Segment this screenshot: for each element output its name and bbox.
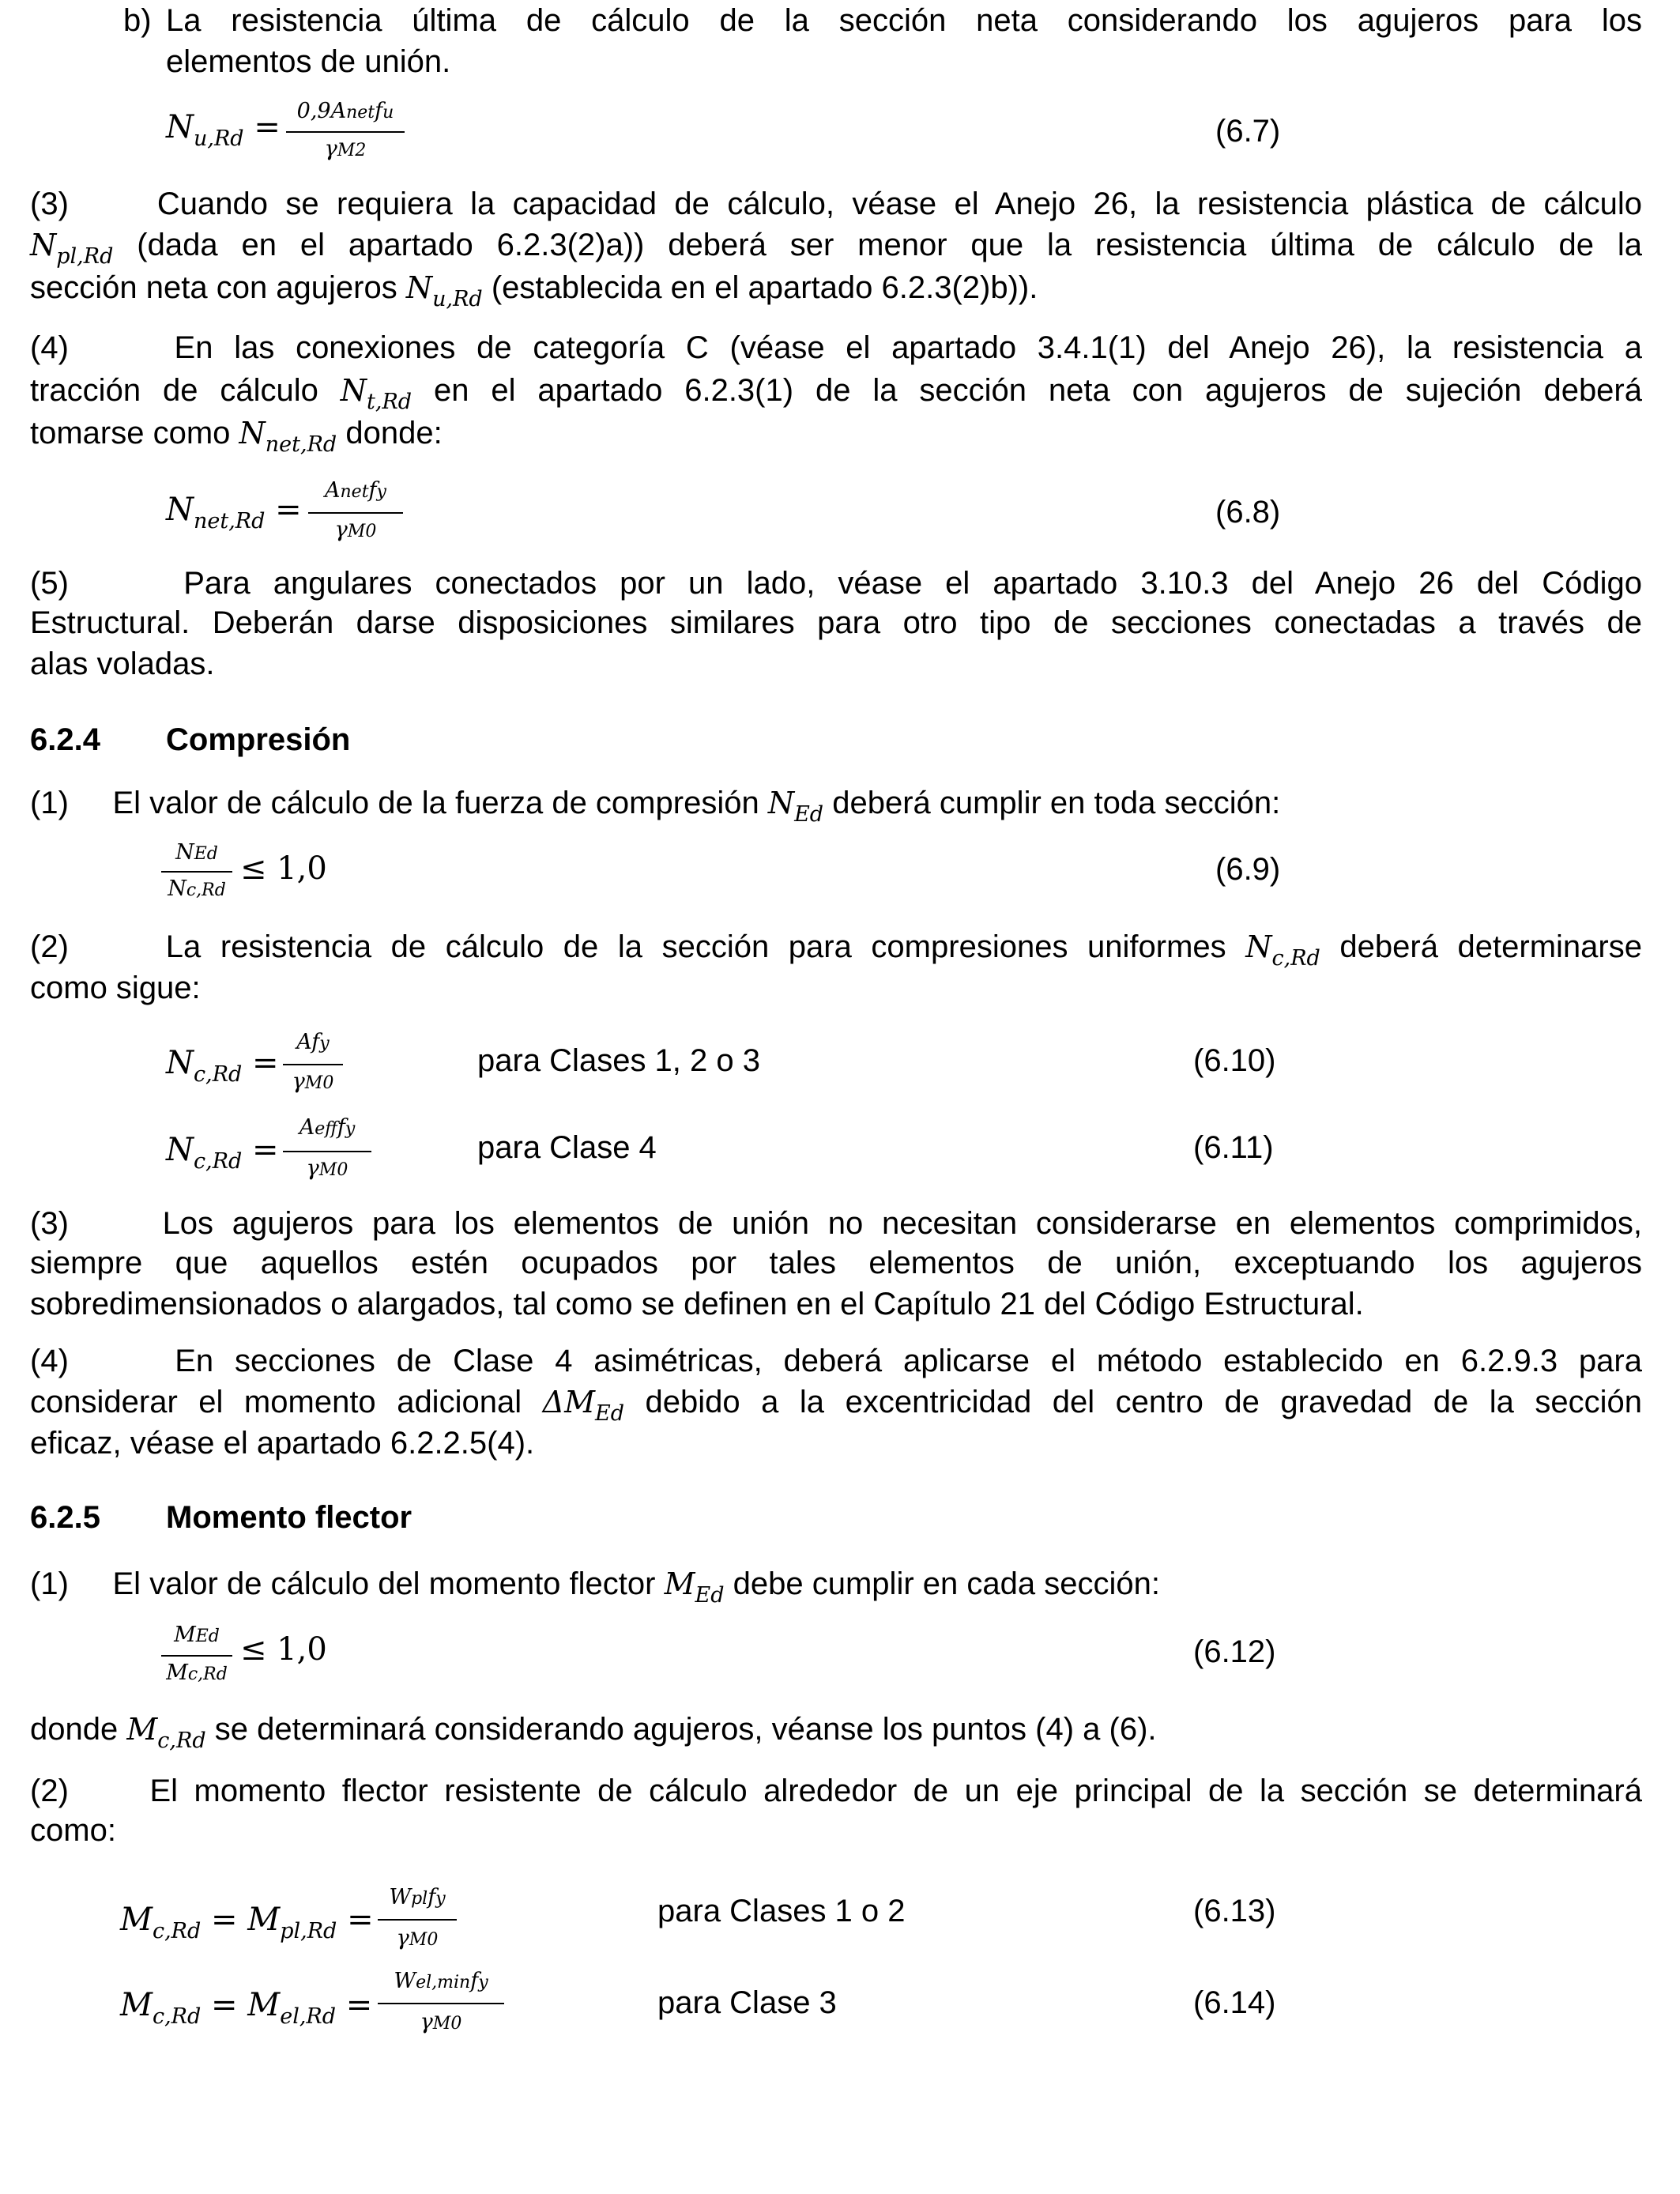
eq-lhs: $N_{net,Rd}$ = bbox=[166, 492, 302, 533]
equation-condition: para Clases 1, 2 o 3 bbox=[477, 1043, 760, 1078]
equation-condition: para Clase 3 bbox=[657, 1985, 837, 2020]
eq-denominator: Nc,Rd bbox=[168, 876, 226, 901]
eq-lhs: $N_{u,Rd}$ = bbox=[166, 109, 281, 151]
paragraph-3-line-1: (3) Cuando se requiera la capacidad de cálculo, véase el Anejo 26, la resistencia plástica de cálculo bbox=[30, 187, 1642, 221]
eq-denominator: γM0 bbox=[292, 1069, 334, 1094]
fraction-bar bbox=[378, 2003, 504, 2004]
fraction-bar bbox=[308, 512, 403, 514]
eq-lhs: $M_{c,Rd} = M_{pl,Rd}$ = bbox=[120, 1902, 374, 1943]
paragraph-4-line-3: tomarse como $N_{net,Rd}$ donde: bbox=[30, 416, 443, 457]
item-label-b: b) bbox=[123, 3, 152, 38]
compresion-paragraph-3-line-2: siempre que aquellos estén ocupados por tales elementos de unión, exceptuando los agujeros bbox=[30, 1246, 1642, 1280]
paragraph-5-line-3: alas voladas. bbox=[30, 647, 215, 681]
eq-numerator: Aefffy bbox=[299, 1115, 356, 1140]
eq-denominator: γM0 bbox=[396, 1926, 439, 1951]
compresion-paragraph-2-line-1: (2) La resistencia de cálculo de la sección para compresiones uniformes $N_{c,Rd}$ deberá determinarse bbox=[30, 929, 1642, 971]
equation-number: (6.7) bbox=[1215, 114, 1281, 149]
equation-number: (6.10) bbox=[1193, 1043, 1276, 1078]
paragraph-4-line-2: tracción de cálculo $N_{t,Rd}$ en el apartado 6.2.3(1) de la sección neta con agujeros de sujeción deberá bbox=[30, 373, 1642, 414]
eq-denominator: γM2 bbox=[324, 137, 367, 161]
eq-numerator: MEd bbox=[174, 1623, 220, 1647]
eq-numerator: Wel,minfy bbox=[394, 1969, 488, 1993]
paragraph-b-line-1: La resistencia última de cálculo de la sección neta considerando los agujeros para los bbox=[166, 3, 1642, 38]
fraction-bar bbox=[161, 1655, 232, 1657]
eq-denominator: γM0 bbox=[306, 1156, 348, 1181]
paragraph-5-line-1: (5) Para angulares conectados por un lado, véase el apartado 3.10.3 del Anejo 26 del Código bbox=[30, 566, 1642, 601]
equation-number: (6.12) bbox=[1193, 1634, 1276, 1669]
section-number-6-2-5: 6.2.5 bbox=[30, 1500, 100, 1535]
eq-rhs: ≤ 1,0 bbox=[240, 850, 327, 887]
equation-condition: para Clases 1 o 2 bbox=[657, 1894, 906, 1928]
eq-numerator: Afy bbox=[296, 1030, 330, 1054]
compresion-paragraph-4-line-1: (4) En secciones de Clase 4 asimétricas, deberá aplicarse el método establecido en 6.2.9.3 para bbox=[30, 1344, 1642, 1378]
eq-denominator: γM0 bbox=[420, 2010, 462, 2034]
paragraph-5-line-2: Estructural. Deberán darse disposiciones similares para otro tipo de secciones conectadas a través de bbox=[30, 605, 1642, 640]
momento-donde-line: donde $M_{c,Rd}$ se determinará considerando agujeros, véanse los puntos (4) a (6). bbox=[30, 1712, 1157, 1753]
eq-numerator: NEd bbox=[175, 840, 218, 865]
momento-paragraph-2-line-1: (2) El momento flector resistente de cálculo alrededor de un eje principal de la sección se determinará bbox=[30, 1774, 1642, 1808]
equation-number: (6.11) bbox=[1193, 1130, 1274, 1165]
section-title-compresion: Compresión bbox=[166, 722, 351, 757]
compresion-paragraph-2-line-2: como sigue: bbox=[30, 971, 201, 1005]
eq-denominator: γM0 bbox=[334, 518, 377, 542]
eq-lhs: $N_{c,Rd}$ = bbox=[166, 1132, 279, 1174]
eq-denominator: Mc,Rd bbox=[166, 1661, 228, 1685]
momento-paragraph-2-line-2: como: bbox=[30, 1813, 116, 1848]
eq-numerator: Wplfy bbox=[389, 1885, 446, 1909]
paragraph-b-line-2: elementos de unión. bbox=[166, 44, 451, 79]
eq-lhs: $M_{c,Rd} = M_{el,Rd}$ = bbox=[120, 1987, 373, 2029]
paragraph-4-line-1: (4) En las conexiones de categoría C (véase el apartado 3.4.1(1) del Anejo 26), la resistencia a bbox=[30, 330, 1642, 365]
paragraph-3-line-2: $N_{pl,Rd}$ (dada en el apartado 6.2.3(2)a)) deberá ser menor que la resistencia última de cálculo de la bbox=[30, 228, 1642, 269]
momento-paragraph-1: (1) El valor de cálculo del momento flector $M_{Ed}$ debe cumplir en cada sección: bbox=[30, 1566, 1160, 1608]
fraction-bar bbox=[378, 1919, 457, 1921]
equation-number: (6.14) bbox=[1193, 1985, 1276, 2020]
paragraph-3-line-3: sección neta con agujeros $N_{u,Rd}$ (establecida en el apartado 6.2.3(2)b)). bbox=[30, 270, 1038, 311]
eq-rhs: ≤ 1,0 bbox=[240, 1631, 327, 1668]
compresion-paragraph-3-line-1: (3) Los agujeros para los elementos de unión no necesitan considerarse en elementos comprimidos, bbox=[30, 1206, 1642, 1241]
fraction-bar bbox=[161, 871, 232, 873]
eq-numerator: 0,9Anetfu bbox=[296, 99, 394, 123]
equation-number: (6.8) bbox=[1215, 495, 1281, 530]
fraction-bar bbox=[283, 1064, 343, 1065]
section-title-momento-flector: Momento flector bbox=[166, 1500, 412, 1535]
compresion-paragraph-4-line-2: considerar el momento adicional $\Delta M_{Ed}$ debido a la excentricidad del centro de gravedad de la sección bbox=[30, 1385, 1643, 1426]
eq-lhs: $N_{c,Rd}$ = bbox=[166, 1045, 279, 1087]
eq-numerator: Anetfy bbox=[325, 478, 386, 503]
equation-number: (6.9) bbox=[1215, 852, 1281, 887]
compresion-paragraph-4-line-3: eficaz, véase el apartado 6.2.2.5(4). bbox=[30, 1426, 535, 1461]
fraction-bar bbox=[286, 131, 405, 133]
equation-number: (6.13) bbox=[1193, 1894, 1276, 1928]
fraction-bar bbox=[283, 1151, 371, 1152]
section-number-6-2-4: 6.2.4 bbox=[30, 722, 100, 757]
equation-condition: para Clase 4 bbox=[477, 1130, 657, 1165]
compresion-paragraph-1: (1) El valor de cálculo de la fuerza de compresión $N_{Ed}$ deberá cumplir en toda sección: bbox=[30, 786, 1281, 827]
compresion-paragraph-3-line-3: sobredimensionados o alargados, tal como se definen en el Capítulo 21 del Código Estructural. bbox=[30, 1287, 1364, 1321]
